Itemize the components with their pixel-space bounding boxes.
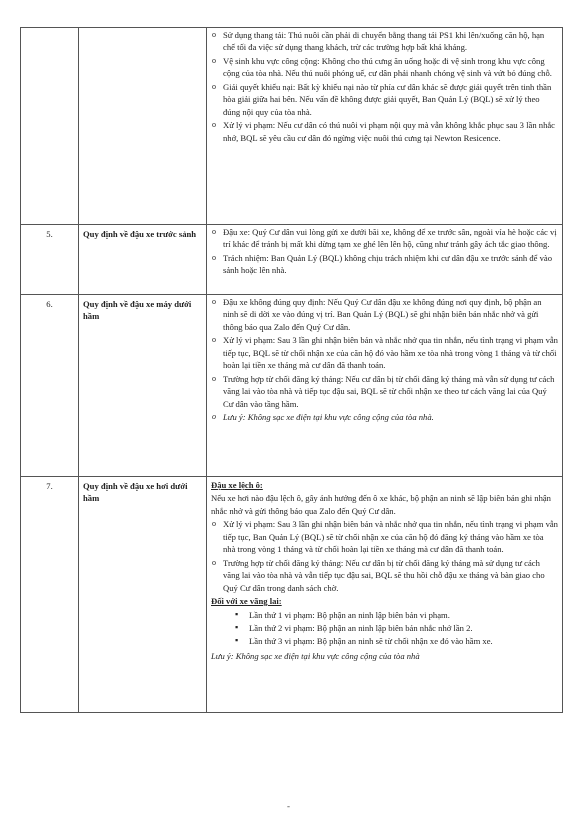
list-item: o Đậu xe: Quý Cư dân vui lòng gửi xe dưới bãi xe, không để xe trước sân, ngoài vỉa hè hoặc các vị trí khác để tránh bị mất khi dừng tạm xe ghé lên lên hộ, cũng như tránh gây ách tắc giao thông. [211,226,558,251]
list-item: o Vệ sinh khu vực công cộng: Không cho thú cưng ăn uống hoặc đi vệ sinh trong khu vực công cộng của tòa nhà. Nếu thú nuôi phóng uế, cư dân phải nhanh chóng vệ sinh và vứt bỏ đúng chỗ. [211,55,558,80]
list-item: o Xử lý vi phạm: Sau 3 lần ghi nhận biên bản và nhắc nhở qua tin nhắn, nếu tình trạng vi phạm vẫn tiếp tục, Ban Quản Lý (BQL) sẽ từ chối nhận xe của căn hộ đó đăng ký tháng vào hầm xe tòa nhà trong vòng 1 tháng và từ chối hoàn lại tiền xe tháng mà cư dân đã thanh toán. [211,518,558,555]
row-content [207,295,563,477]
table-row [21,28,563,225]
row-title: Quy định về đậu xe máy dưới hầm [79,295,207,477]
section-heading: Đậu xe lệch ô: [211,480,263,490]
list-item: o Trường hợp từ chối đăng ký tháng: Nếu cư dân bị từ chối đăng ký tháng mà vẫn sử dụng tư cách vãng lai vào tòa nhà và tiếp tục đậu sai, BQL sẽ từ chối nhận xe theo tư cách vãng lai của Quý Cư dân vào tầng hầm. [211,373,558,410]
bullet-list [211,29,558,144]
row-content [207,225,563,295]
row-number [21,28,79,225]
row-content [207,477,563,713]
list-item: ▪ Lần thứ 3 vi phạm: Bộ phận an ninh sẽ từ chối nhận xe đó vào hầm xe. [235,635,558,647]
row-content [207,28,563,225]
violation-list [211,609,558,648]
list-item: o Trường hợp từ chối đăng ký tháng: Nếu cư dân bị từ chối đăng ký tháng mà sử dụng tư cách vãng lai vào tòa nhà và vẫn tiếp tục đậu sai, BQL sẽ thu hồi chỗ đậu xe tháng và bàn giao cho Quý Cư dân trong danh sách chờ. [211,557,558,594]
list-item: o Trách nhiệm: Ban Quản Lý (BQL) không chịu trách nhiệm khi cư dân đậu xe trước sảnh để vào sảnh hoặc lên nhà. [211,252,558,277]
list-item: ▪ Lần thứ 2 vi phạm: Bộ phận an ninh lập biên bản nhắc nhở lần 2. [235,622,558,634]
bullet-list [211,226,558,277]
row-title [79,28,207,225]
section-text: Nếu xe hơi nào đậu lệch ô, gây ảnh hưởng đến ô xe khác, bộ phận an ninh sẽ lập biên bản ghi nhận nhắc nhở và gửi thông báo qua Zalo đến Quý Cư dân. [211,493,551,516]
note-item: o Lưu ý: Không sạc xe điện tại khu vực công cộng của tòa nhà. [211,411,558,423]
page-footer-mark: - [287,801,290,811]
table-row [21,225,563,295]
row-number: 6. [21,295,79,477]
section-heading: Đối với xe vãng lai: [211,596,282,607]
table-row [21,477,563,713]
row-number: 7. [21,477,79,713]
list-item: o Đậu xe không đúng quy định: Nếu Quý Cư dân đậu xe không đúng nơi quy định, bộ phận an ninh sẽ di dời xe vào đúng vị trí. Ban Quản Lý (BQL) sẽ ghi nhận biên bản nhắc nhở và gửi thông báo qua Zalo đến Quý Cư dân. [211,296,558,333]
list-item: o Xử lý vi phạm: Sau 3 lần ghi nhận biên bản và nhắc nhở qua tin nhắn, nếu tình trạng vi phạm vẫn tiếp tục, BQL sẽ từ chối nhận xe của căn hộ đó vào hầm xe tòa nhà trong vòng 1 tháng và từ chối hoàn lại tiền xe tháng mà cư dân đã thanh toán. [211,334,558,371]
row-number: 5. [21,225,79,295]
note-text: Lưu ý: Không sạc xe điện tại khu vực công cộng của tòa nhà [211,650,420,661]
bullet-list [211,518,558,594]
row-title: Quy định về đậu xe hơi dưới hầm [79,477,207,713]
bullet-list [211,296,558,424]
list-item: ▪ Lần thứ 1 vi phạm: Bộ phận an ninh lập biên bản vi phạm. [235,609,558,621]
regulations-table [20,27,563,713]
list-item: o Giải quyết khiếu nại: Bất kỳ khiếu nại nào từ phía cư dân khác sẽ được giải quyết trên tinh thần hòa giải giữa hai bên. Nếu vấn đề không được giải quyết, Ban Quản Lý (BQL) sẽ xử lý theo đúng nội quy của tòa nhà. [211,81,558,118]
row-title: Quy định về đậu xe trước sảnh [79,225,207,295]
list-item: o Xử lý vi phạm: Nếu cư dân có thú nuôi vi phạm nội quy mà vẫn không khắc phục sau 3 lần nhắc nhở, BQL sẽ yêu cầu cư dân đó ngừng việc nuôi thú cưng tại Newton Resicence. [211,119,558,144]
table-row [21,295,563,477]
list-item: o Sử dụng thang tải: Thú nuôi cần phải di chuyển bằng thang tải PS1 khi lên/xuống căn hộ, hạn chế tối đa việc sử dụng thang khách, trừ các trường hợp bất khả kháng. [211,29,558,54]
